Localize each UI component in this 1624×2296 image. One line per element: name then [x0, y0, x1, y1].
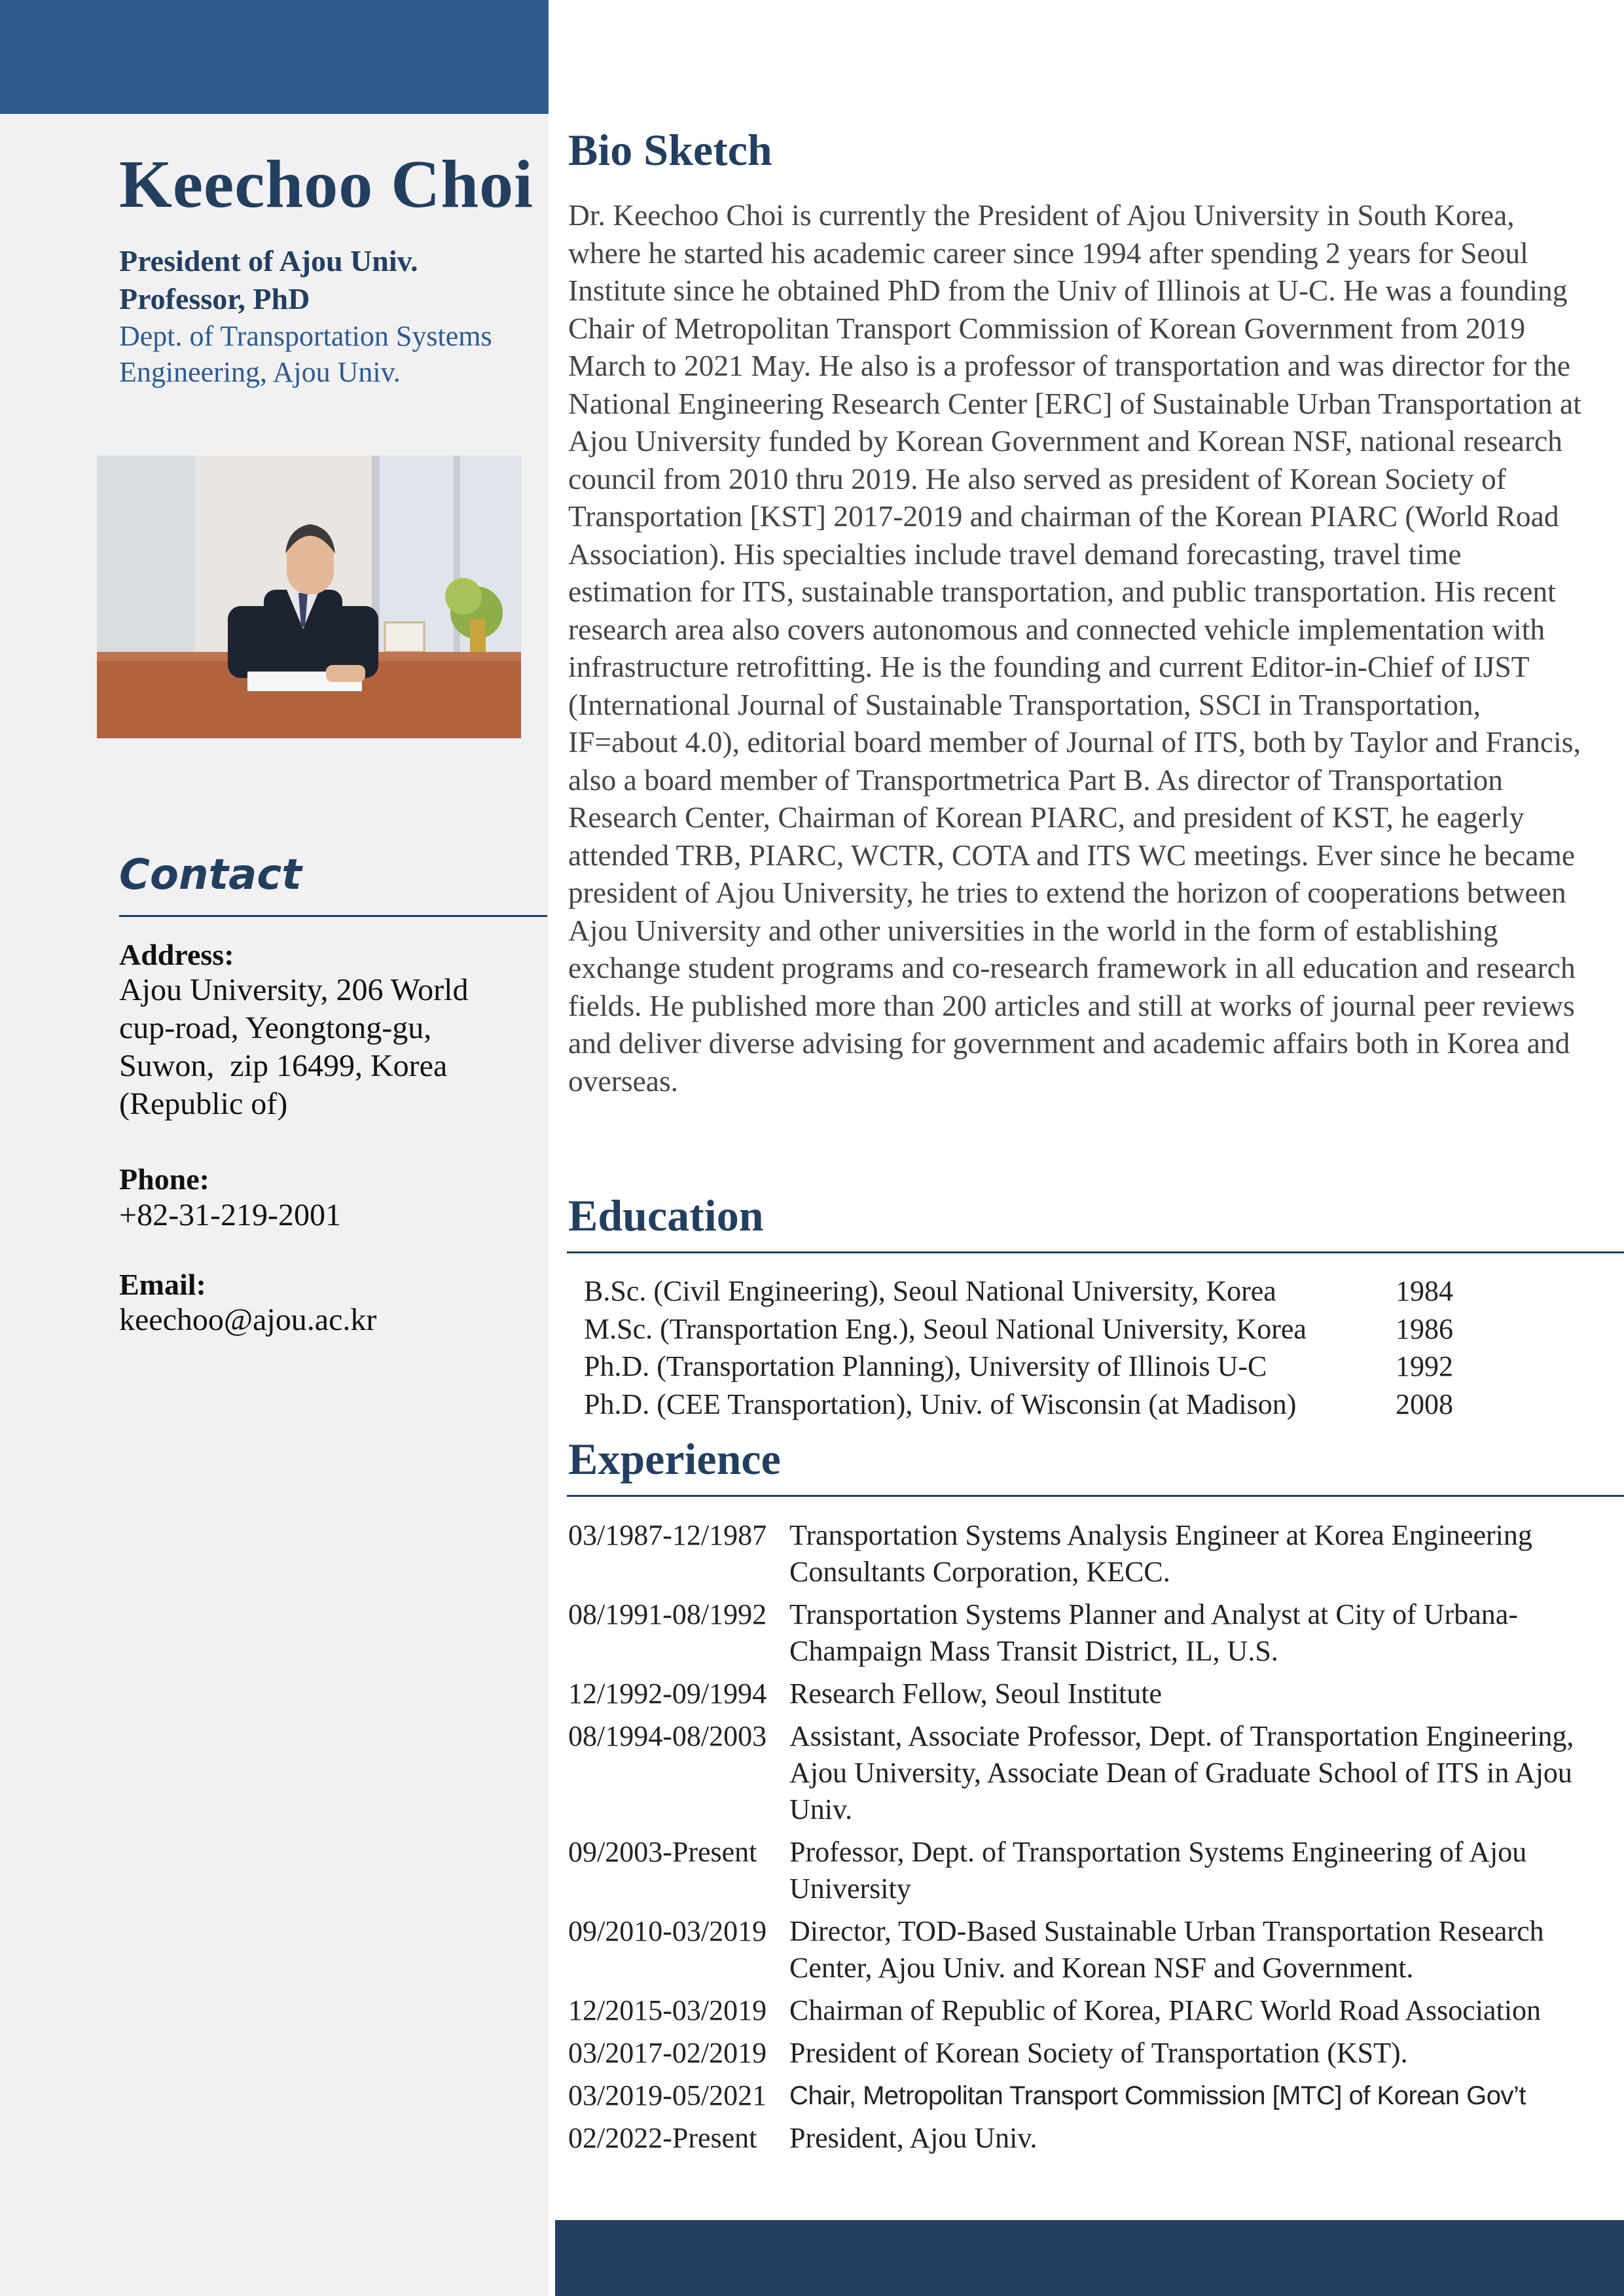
education-degree: Ph.D. (CEE Transportation), Univ. of Wisconsin (at Madison)	[584, 1388, 1297, 1420]
experience-date: 08/1991-08/1992	[568, 1598, 767, 1630]
experience-description: President of Korean Society of Transportation (KST).	[789, 2037, 1408, 2069]
experience-description: Assistant, Associate Professor, Dept. of Transportation Engineering, Ajou University, Associate Dean of Graduate School of ITS in Ajou Univ.	[789, 1720, 1574, 1825]
education-item	[584, 1272, 1500, 1310]
experience-description: Chair, Metropolitan Transport Commission [MTC] of Korean Gov’t	[789, 2081, 1526, 2110]
experience-description: Director, TOD-Based Sustainable Urban Transportation Research Center, Ajou Univ. and Korean NSF and Government.	[789, 1915, 1544, 1984]
experience-date: 08/1994-08/2003	[568, 1720, 767, 1752]
experience-item	[568, 1834, 1596, 1907]
experience-item	[568, 2035, 1596, 2072]
experience-description: Research Fellow, Seoul Institute	[789, 1677, 1163, 1710]
education-year: 2008	[1396, 1388, 1453, 1420]
title-president: President of Ajou Univ.	[119, 244, 418, 278]
contact-divider	[119, 915, 547, 917]
experience-date: 02/2022-Present	[568, 2122, 757, 2154]
experience-date: 09/2010-03/2019	[568, 1915, 767, 1947]
experience-item	[568, 1676, 1596, 1712]
address-label: Address:	[119, 938, 234, 971]
experience-date: 03/1987-12/1987	[568, 1519, 767, 1551]
education-heading: Education	[568, 1191, 764, 1240]
experience-date: 03/2017-02/2019	[568, 2037, 767, 2069]
experience-item	[568, 1992, 1596, 2029]
experience-date: 12/2015-03/2019	[568, 1994, 767, 2026]
education-list	[584, 1272, 1500, 1423]
experience-date: 09/2003-Present	[568, 1836, 757, 1868]
experience-description: President, Ajou Univ.	[789, 2122, 1038, 2154]
phone-label: Phone:	[119, 1162, 209, 1196]
experience-divider	[567, 1495, 1624, 1497]
address-value	[119, 971, 538, 1123]
experience-item	[568, 1913, 1596, 1986]
experience-item	[568, 2077, 1596, 2114]
title-professor: Professor, PhD	[119, 282, 310, 315]
experience-heading: Experience	[568, 1434, 781, 1484]
education-year: 1984	[1396, 1275, 1453, 1307]
bio-heading: Bio Sketch	[568, 125, 772, 175]
bio-text: Dr. Keechoo Choi is currently the President of Ajou University in South Korea, where he started his academic career since 1994 after spending 2 years for Seoul Institute since he obtained PhD from the Univ of Illinois at U-C. He was a founding Chair of Metropolitan Transport Commission of Korean Government from 2019 March to 2021 May. He also is a professor of transportation and was director for the National Engineering Research Center [ERC] of Sustainable Urban Transportation at Ajou University funded by Korean Government and Korean NSF, national research council from 2010 thru 2019. He also served as president of Korean Society of Transportation [KST] 2017-2019 and chairman of the Korean PIARC (World Road Association). His specialties include travel demand forecasting, travel time estimation for ITS, sustainable transportation, and public transportation. His recent research area also covers autonomous and connected vehicle implementation with infrastructure retrofitting. He is the founding and current Editor-in-Chief of IJST (International Journal of Sustainable Transportation, SSCI in Transportation, IF=about 4.0), editorial board member of Journal of ITS, both by Taylor and Francis, also a board member of Transportmetrica Part B. As director of Transportation Research Center, Chairman of Korean PIARC, and president of KST, he eagerly attended TRB, PIARC, WCTR, COTA and ITS WC meetings. Ever since he became president of Ajou University, he tries to extend the horizon of cooperations between Ajou University and other universities in the world in the form of establishing exchange student programs and co-research framework in all education and research fields. He published more than 200 articles and still at works of journal peer reviews and deliver diverse advising for government and academic affairs both in Korea and overseas.	[568, 198, 1581, 1098]
experience-item	[568, 1517, 1596, 1590]
address-line-4: (Republic of)	[119, 1086, 288, 1121]
experience-item	[568, 2120, 1596, 2157]
address-line-1: Ajou University, 206 World	[119, 973, 469, 1007]
experience-date: 03/2019-05/2021	[568, 2079, 767, 2111]
experience-description: Transportation Systems Analysis Engineer at Korea Engineering Consultants Corporation, KECC.	[789, 1519, 1532, 1588]
education-degree: B.Sc. (Civil Engineering), Seoul National University, Korea	[584, 1275, 1276, 1307]
address-line-3: Suwon, zip 16499, Korea	[119, 1049, 448, 1083]
experience-item	[568, 1596, 1596, 1670]
experience-item	[568, 1718, 1596, 1828]
email-label: Email:	[119, 1268, 206, 1301]
education-degree: Ph.D. (Transportation Planning), University of Illinois U-C	[584, 1350, 1267, 1382]
education-degree: M.Sc. (Transportation Eng.), Seoul National University, Korea	[584, 1312, 1307, 1345]
top-color-bar	[0, 0, 549, 114]
experience-list	[568, 1517, 1596, 2162]
experience-date: 12/1992-09/1994	[568, 1677, 767, 1710]
department-line-1: Dept. of Transportation Systems	[119, 320, 492, 352]
bottom-color-bar	[555, 2220, 1624, 2296]
person-name: Keechoo Choi	[119, 147, 534, 222]
profile-photo	[97, 456, 521, 738]
phone-value: +82-31-219-2001	[119, 1198, 342, 1232]
education-year: 1992	[1396, 1350, 1453, 1382]
address-line-2: cup-road, Yeongtong-gu,	[119, 1011, 432, 1045]
education-divider	[567, 1251, 1624, 1253]
email-value[interactable]: keechoo@ajou.ac.kr	[119, 1302, 377, 1337]
education-item	[584, 1348, 1500, 1386]
education-item	[584, 1310, 1500, 1348]
experience-description: Professor, Dept. of Transportation Systems Engineering of Ajou University	[789, 1836, 1527, 1905]
contact-heading: Contact	[119, 851, 302, 899]
education-item	[584, 1386, 1500, 1424]
experience-description: Transportation Systems Planner and Analyst at City of Urbana-Champaign Mass Transit District, IL, U.S.	[789, 1598, 1518, 1667]
department-line-2: Engineering, Ajou Univ.	[119, 356, 401, 388]
education-year: 1986	[1396, 1312, 1453, 1345]
experience-description: Chairman of Republic of Korea, PIARC World Road Association	[789, 1994, 1542, 2026]
